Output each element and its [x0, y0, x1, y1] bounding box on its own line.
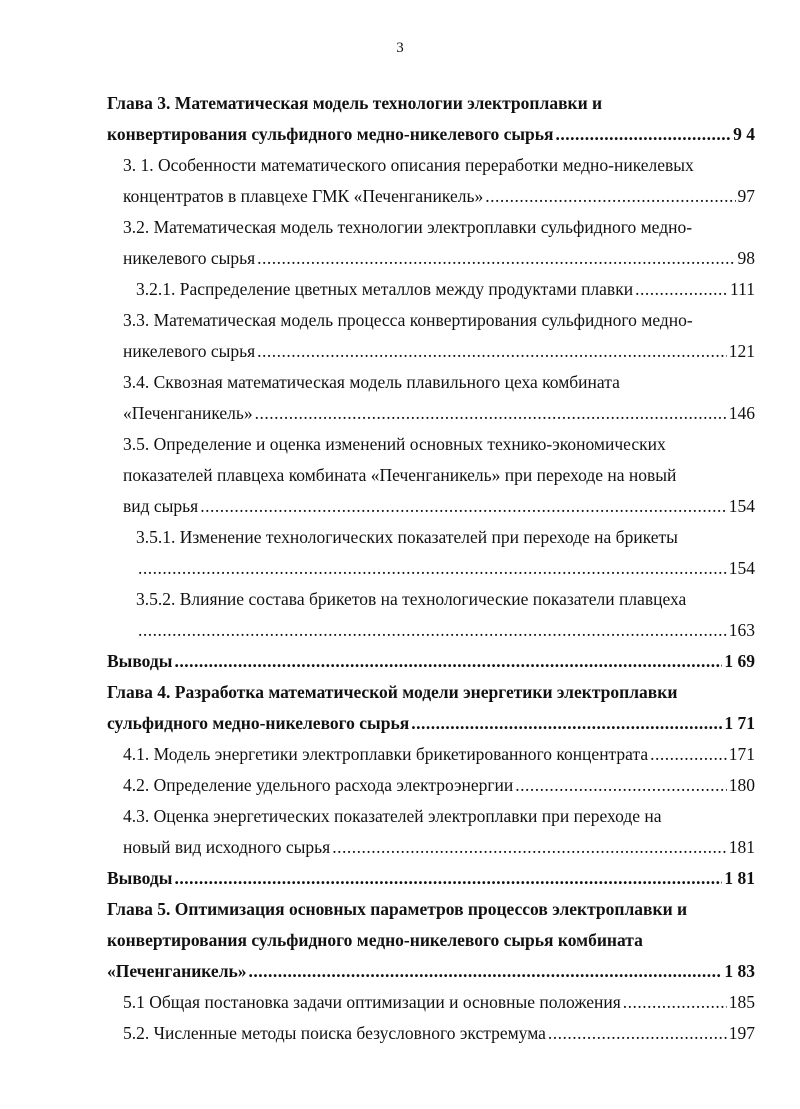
- toc-line: [136, 522, 755, 553]
- toc-entry-text: 3.2. Математическая модель технологии электроплавки сульфидного медно-: [123, 217, 693, 237]
- toc-line: [107, 863, 755, 894]
- toc-line: [123, 150, 755, 181]
- toc-entry-text: 3. 1. Особенности математического описания переработки медно-никелевых: [123, 155, 694, 175]
- toc-line: [136, 274, 755, 305]
- toc-line: [123, 1018, 755, 1049]
- toc-entry-ch3: [107, 88, 755, 150]
- toc-line: [123, 429, 755, 460]
- toc-entry-text: 3.2.1. Распределение цветных металлов между продуктами плавки: [136, 279, 634, 299]
- toc-page-number: 163: [728, 620, 755, 640]
- toc-page-number: 181: [728, 837, 755, 857]
- toc-page-number: 97: [737, 186, 755, 206]
- toc-line: [107, 956, 755, 987]
- toc-line: [123, 367, 755, 398]
- toc-entry-text: 3.5. Определение и оценка изменений основных технико-экономических: [123, 434, 666, 454]
- toc-entry-text: 3.5.2. Влияние состава брикетов на технологические показатели плавцеха: [136, 589, 687, 609]
- toc-entry-text: 5.1 Общая постановка задачи оптимизации и основные положения: [123, 992, 621, 1012]
- toc-leader-dots: [255, 398, 727, 429]
- toc-line: [123, 181, 755, 212]
- toc-entry-text: показателей плавцеха комбината «Печенганикель» при переходе на новый: [123, 465, 677, 485]
- toc-leader-dots: [174, 646, 722, 677]
- toc-line: [136, 584, 755, 615]
- toc-leader-dots: [635, 274, 728, 305]
- toc-entry-text: конвертирования сульфидного медно-никелевого сырья: [107, 124, 554, 144]
- toc-entry-text: 4.1. Модель энергетики электроплавки брикетированного концентрата: [123, 744, 649, 764]
- toc-line: [107, 677, 755, 708]
- toc-entry-s3_1: [107, 150, 755, 212]
- toc-entry-text: 3.5.1. Изменение технологических показателей при переходе на брикеты: [136, 527, 678, 547]
- toc-page-number: 98: [737, 248, 755, 268]
- toc-page-number: 197: [728, 1023, 755, 1043]
- toc-entry-text: «Печенганикель»: [107, 961, 247, 981]
- toc-line: [107, 925, 755, 956]
- toc-entry-text: 3.3. Математическая модель процесса конвертирования сульфидного медно-: [123, 310, 693, 330]
- toc-entry-s3_5: [107, 429, 755, 522]
- toc-leader-dots: [485, 181, 735, 212]
- toc-leader-dots: [174, 863, 722, 894]
- toc-entry-s3_2: [107, 212, 755, 274]
- toc-entry-s3_5_1: [107, 522, 755, 584]
- toc-entry-text: 5.2. Численные методы поиска безусловного экстремума: [123, 1023, 546, 1043]
- toc-page-number: 171: [728, 744, 755, 764]
- toc-leader-dots: [411, 708, 722, 739]
- toc-page-number: 121: [728, 341, 755, 361]
- toc-entry-ch5: [107, 894, 755, 987]
- toc-entry-text: никелевого сырья: [123, 248, 256, 268]
- toc-line: [123, 305, 755, 336]
- toc-leader-dots: [257, 336, 727, 367]
- toc-entry-text: 4.3. Оценка энергетических показателей электроплавки при переходе на: [123, 806, 662, 826]
- toc-entry-text: Глава 4. Разработка математической модели энергетики электроплавки: [107, 682, 678, 702]
- toc-line: [123, 739, 755, 770]
- toc-entry-s5_2: [107, 1018, 755, 1049]
- toc-line: [107, 894, 755, 925]
- toc-entry-s4_1: [107, 739, 755, 770]
- toc-entry-text: Глава 5. Оптимизация основных параметров процессов электроплавки и: [107, 899, 688, 919]
- toc-leader-dots: [138, 615, 727, 646]
- toc-entry-text: сульфидного медно-никелевого сырья: [107, 713, 410, 733]
- toc-line: [123, 243, 755, 274]
- toc-line: [107, 708, 755, 739]
- toc-line: [123, 336, 755, 367]
- toc-entry-s3_5_2: [107, 584, 755, 646]
- toc-entry-text: 3.4. Сквозная математическая модель плавильного цеха комбината: [123, 372, 620, 392]
- toc-page-number: 154: [728, 558, 755, 578]
- toc-leader-dots: [249, 956, 723, 987]
- toc-line: [107, 88, 755, 119]
- toc-leader-dots: [200, 491, 727, 522]
- toc-line: [123, 987, 755, 1018]
- toc-entry-text: Глава 3. Математическая модель технологии электроплавки и: [107, 93, 603, 113]
- toc-page-number: 1 71: [724, 713, 755, 733]
- toc-line: [136, 553, 755, 584]
- toc-entry-s3_2_1: [107, 274, 755, 305]
- toc-line: [136, 615, 755, 646]
- toc-page-number: 146: [728, 403, 755, 423]
- toc-line: [123, 770, 755, 801]
- toc-entry-s3_4: [107, 367, 755, 429]
- toc-entry-text: Выводы: [107, 651, 173, 671]
- toc-entry-s4_2: [107, 770, 755, 801]
- toc-page-number: 1 83: [724, 961, 755, 981]
- toc-line: [107, 646, 755, 677]
- toc-page-number: 185: [728, 992, 755, 1012]
- toc-entry-text: никелевого сырья: [123, 341, 256, 361]
- toc-entry-text: конвертирования сульфидного медно-никелевого сырья комбината: [107, 930, 643, 950]
- toc-entry-concl4: [107, 863, 755, 894]
- toc-entry-s4_3: [107, 801, 755, 863]
- toc-page-number: 1 69: [724, 651, 755, 671]
- toc-entry-text: Выводы: [107, 868, 173, 888]
- toc-page-number: 111: [730, 279, 755, 299]
- toc-page-number: 1 81: [724, 868, 755, 888]
- toc-entry-s5_1: [107, 987, 755, 1018]
- toc-entry-ch4: [107, 677, 755, 739]
- toc-page-number: 154: [728, 496, 755, 516]
- toc-page-number: 9 4: [733, 124, 755, 144]
- toc-leader-dots: [257, 243, 735, 274]
- toc-leader-dots: [332, 832, 727, 863]
- toc-leader-dots: [556, 119, 732, 150]
- toc-leader-dots: [515, 770, 727, 801]
- toc-leader-dots: [548, 1018, 727, 1049]
- toc-entry-text: 4.2. Определение удельного расхода электроэнергии: [123, 775, 514, 795]
- toc-entry-s3_3: [107, 305, 755, 367]
- toc-entry-concl3: [107, 646, 755, 677]
- toc-entry-text: концентратов в плавцехе ГМК «Печенганикель»: [123, 186, 484, 206]
- toc-line: [123, 398, 755, 429]
- toc-line: [123, 460, 755, 491]
- toc-leader-dots: [138, 553, 727, 584]
- toc-entry-text: вид сырья: [123, 496, 199, 516]
- toc-entry-text: новый вид исходного сырья: [123, 837, 331, 857]
- toc-line: [107, 119, 755, 150]
- toc-line: [123, 491, 755, 522]
- toc-page-number: 180: [728, 775, 755, 795]
- toc-line: [123, 832, 755, 863]
- toc-leader-dots: [650, 739, 727, 770]
- toc-line: [123, 212, 755, 243]
- table-of-contents: [107, 88, 755, 1049]
- toc-entry-text: «Печенганикель»: [123, 403, 253, 423]
- page-number: 3: [396, 40, 404, 56]
- toc-leader-dots: [623, 987, 727, 1018]
- toc-line: [123, 801, 755, 832]
